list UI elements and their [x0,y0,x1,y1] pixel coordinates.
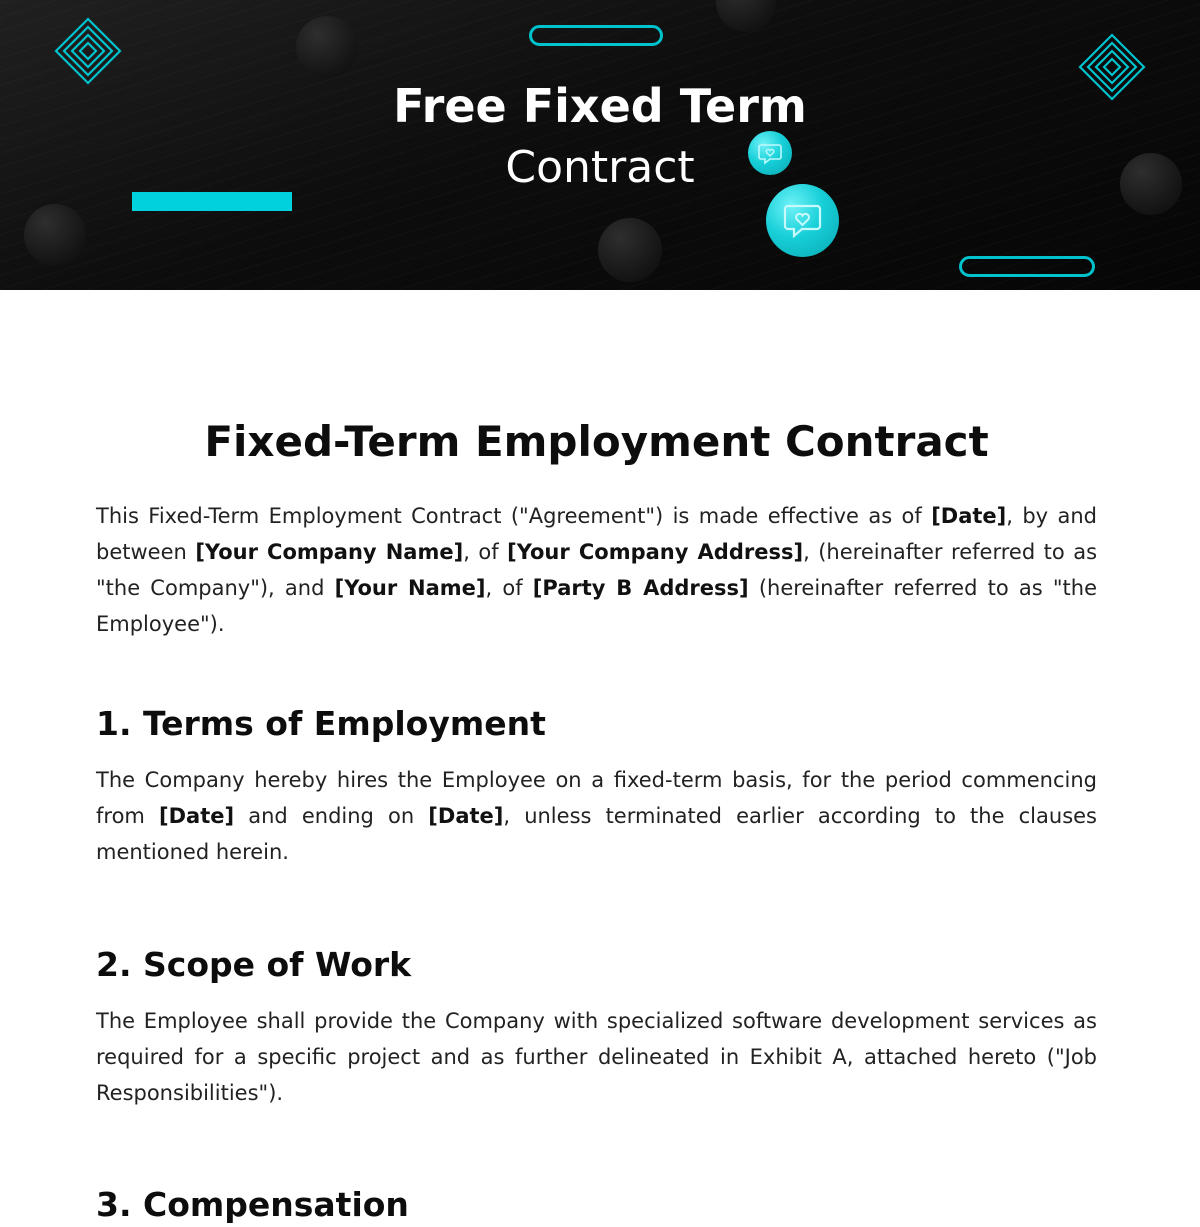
concentric-diamond-icon [54,17,122,85]
intro-text: , of [463,540,508,564]
decorative-pill [959,256,1095,277]
intro-text: This Fixed-Term Employment Contract ("Agreement") is made effective as of [96,504,932,528]
intro-paragraph [96,498,1097,642]
intro-text: , (hereinafter referred to as "the Company"), and [96,540,1098,600]
intro-text: , of [485,576,533,600]
intro-text: (hereinafter referred to as "the Employee"). [96,576,1097,636]
section-text: and ending on [234,804,429,828]
placeholder-date: [Date] [931,504,1007,528]
section-paragraph [96,762,1097,870]
placeholder-company-name: [Your Company Name] [195,540,464,564]
placeholder-party-b-address: [Party B Address] [532,576,749,600]
decorative-pill [529,25,663,46]
decorative-orb [716,0,776,32]
banner-subtitle: Contract [505,142,695,193]
section-heading: 2. Scope of Work [96,945,412,984]
contract-document [96,412,1097,1227]
placeholder-date: [Date] [428,804,504,828]
document-title: Fixed-Term Employment Contract [204,417,989,466]
placeholder-your-name: [Your Name] [334,576,486,600]
placeholder-company-address: [Your Company Address] [507,540,804,564]
section-heading: 3. Compensation [96,1185,409,1224]
banner-title: Free Fixed Term [393,79,807,133]
section-text: , unless terminated earlier according to the clauses mentioned herein. [96,804,1097,864]
intro-text: , by and between [96,504,1097,564]
section-paragraph: The Employee shall provide the Company with specialized software development services as required for a specific project and as further delineated in Exhibit A, attached hereto ("Job Responsibilities"). [96,1009,1097,1105]
decorative-orb [598,218,662,282]
header-banner [0,0,1200,290]
section-heading: 1. Terms of Employment [96,704,546,743]
decorative-orb [24,204,86,266]
decorative-orb [296,16,358,78]
section-text: The Company hereby hires the Employee on a fixed-term basis, for the period commencing from [96,768,1097,828]
placeholder-date: [Date] [159,804,235,828]
